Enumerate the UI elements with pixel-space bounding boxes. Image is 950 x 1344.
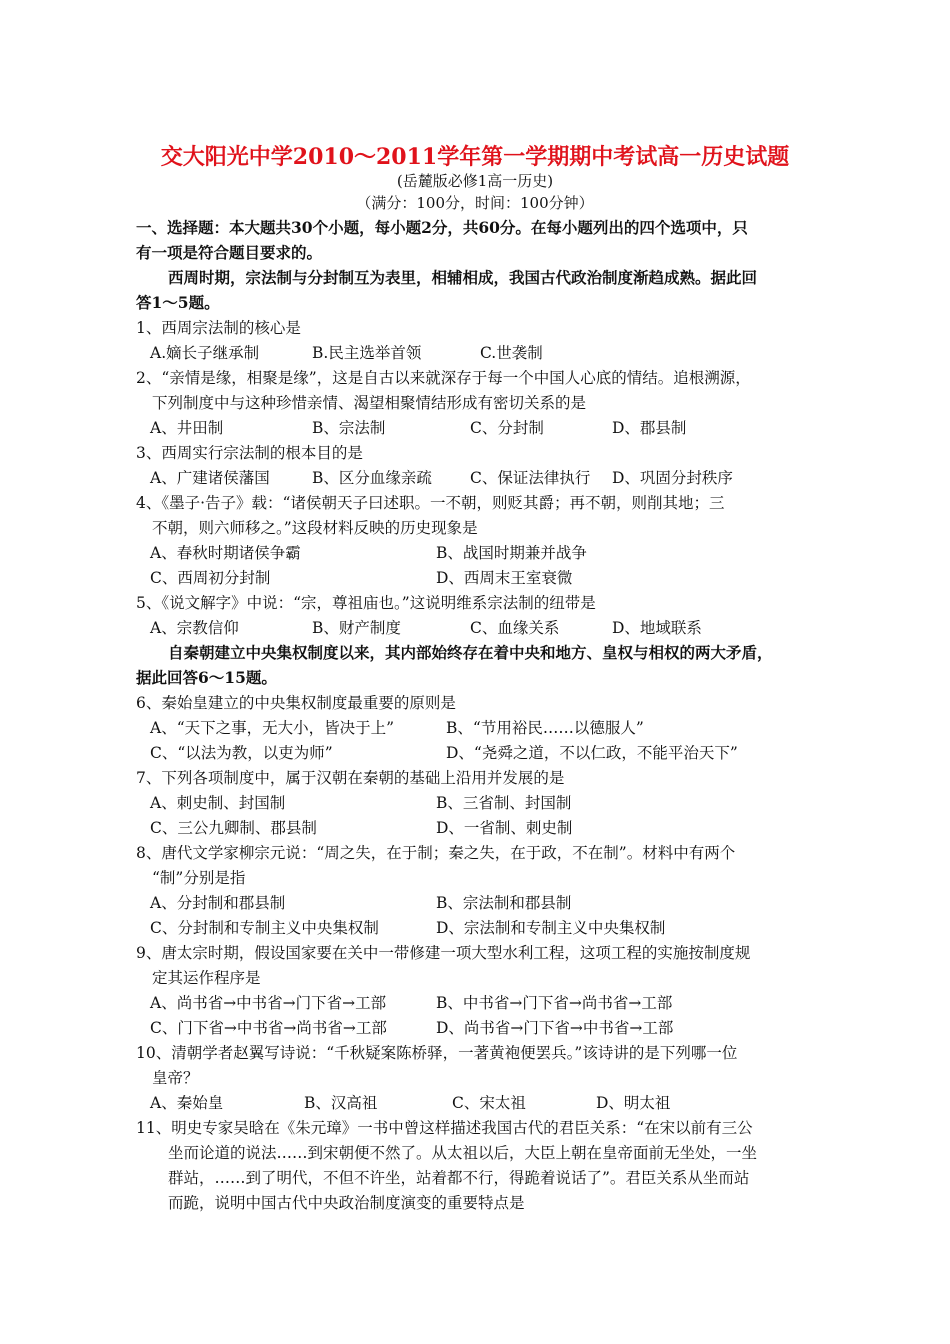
question-7-option-b: B、三省制、封国制 <box>436 794 572 812</box>
question-10-stem-line1: 10、清朝学者赵翼写诗说：“千秋疑案陈桥驿，一著黄袍便罢兵。”该诗讲的是下列哪一位 <box>136 1044 738 1062</box>
section-instructions-line1: 一、选择题：本大题共30个小题，每小题2分，共60分。在每小题列出的四个选项中，只 <box>136 218 748 237</box>
question-10-option-d: D、明太祖 <box>596 1094 671 1112</box>
material-intro-2-line1: 自秦朝建立中央集权制度以来，其内部始终存在着中央和地方、皇权与相权的两大矛盾， <box>168 643 773 662</box>
question-9-stem-line2: 定其运作程序是 <box>152 969 261 987</box>
question-6-option-d: D、“尧舜之道，不以仁政，不能平治天下” <box>446 744 738 762</box>
question-8-option-c: C、分封制和专制主义中央集权制 <box>150 919 379 937</box>
question-11-stem-line2: 坐而论道的说法……到宋朝便不然了。从太祖以后，大臣上朝在皇帝面前无坐处，一坐 <box>168 1144 758 1162</box>
question-9-option-b: B、中书省→门下省→尚书省→工部 <box>436 994 673 1012</box>
question-6-stem: 6、秦始皇建立的中央集权制度最重要的原则是 <box>136 694 456 712</box>
question-11-stem-line3: 群站，……到了明代，不但不许坐，站着都不行，得跪着说话了”。君臣关系从坐而站 <box>168 1169 750 1187</box>
question-3-option-c: C、保证法律执行 <box>470 469 591 487</box>
question-9-stem-line1: 9、唐太宗时期，假设国家要在关中一带修建一项大型水利工程，这项工程的实施按制度规 <box>136 944 751 962</box>
question-4-option-a: A、春秋时期诸侯争霸 <box>150 544 301 562</box>
question-10-stem-line2: 皇帝？ <box>152 1069 199 1087</box>
question-2-option-a: A、井田制 <box>150 419 224 437</box>
exam-subtitle: (岳麓版必修1高一历史) <box>396 172 554 190</box>
section-instructions-line2: 有一项是符合题目要求的。 <box>136 243 323 262</box>
question-1-option-b: B.民主选举首领 <box>312 344 422 362</box>
question-3-option-d: D、巩固分封秩序 <box>612 469 733 487</box>
question-2-option-d: D、郡县制 <box>612 419 687 437</box>
exam-title: 交大阳光中学2010～2011学年第一学期期中考试高一历史试题 <box>160 144 790 170</box>
question-8-option-a: A、分封制和郡县制 <box>150 894 286 912</box>
question-8-stem-line2: “制”分别是指 <box>152 869 246 887</box>
question-3-option-b: B、区分血缘亲疏 <box>312 469 432 487</box>
question-4-option-d: D、西周末王室衰微 <box>436 569 573 587</box>
question-2-stem-line2: 下列制度中与这种珍惜亲情、渴望相聚情结形成有密切关系的是 <box>152 394 587 412</box>
question-6-option-a: A、“天下之事，无大小，皆决于上” <box>150 719 395 737</box>
question-5-option-c: C、血缘关系 <box>470 619 560 637</box>
question-10-option-b: B、汉高祖 <box>304 1094 378 1112</box>
question-1-option-c: C.世袭制 <box>480 344 543 362</box>
exam-score-time: （满分：100分，时间：100分钟） <box>356 194 594 212</box>
question-2-option-b: B、宗法制 <box>312 419 386 437</box>
question-11-stem-line4: 而跪，说明中国古代中央政治制度演变的重要特点是 <box>168 1194 525 1212</box>
question-2-stem-line1: 2、“亲情是缘，相聚是缘”，这是自古以来就深存于每一个中国人心底的情结。追根溯源， <box>136 369 751 387</box>
question-11-stem-line1: 11、明史专家吴晗在《朱元璋》一书中曾这样描述我国古代的君臣关系：“在宋以前有三公 <box>136 1119 753 1137</box>
question-6-option-b: B、“节用裕民……以德服人” <box>446 719 644 737</box>
question-10-option-a: A、秦始皇 <box>150 1094 224 1112</box>
question-7-option-c: C、三公九卿制、郡县制 <box>150 819 317 837</box>
question-7-stem: 7、下列各项制度中，属于汉朝在秦朝的基础上沿用并发展的是 <box>136 769 565 787</box>
question-4-option-b: B、战国时期兼并战争 <box>436 544 587 562</box>
question-5-stem: 5、《说文解字》中说：“宗，尊祖庙也。”这说明维系宗法制的纽带是 <box>136 594 596 612</box>
question-2-option-c: C、分封制 <box>470 419 544 437</box>
question-5-option-d: D、地域联系 <box>612 619 702 637</box>
question-5-option-a: A、宗教信仰 <box>150 619 239 637</box>
question-9-option-d: D、尚书省→门下省→中书省→工部 <box>436 1019 674 1037</box>
question-3-stem: 3、西周实行宗法制的根本目的是 <box>136 444 363 462</box>
question-4-option-c: C、西周初分封制 <box>150 569 271 587</box>
question-4-stem-line2: 不朝，则六师移之。”这段材料反映的历史现象是 <box>152 519 478 537</box>
question-8-option-b: B、宗法制和郡县制 <box>436 894 572 912</box>
question-7-option-a: A、刺史制、封国制 <box>150 794 286 812</box>
question-3-option-a: A、广建诸侯藩国 <box>150 469 270 487</box>
material-intro-2-line2: 据此回答6～15题。 <box>136 668 277 687</box>
question-9-option-a: A、尚书省→中书省→门下省→工部 <box>150 994 387 1012</box>
question-9-option-c: C、门下省→中书省→尚书省→工部 <box>150 1019 387 1037</box>
question-5-option-b: B、财产制度 <box>312 619 401 637</box>
question-1-stem: 1、西周宗法制的核心是 <box>136 319 301 337</box>
question-10-option-c: C、宋太祖 <box>452 1094 526 1112</box>
question-4-stem-line1: 4、《墨子·告子》载：“诸侯朝天子曰述职。一不朝，则贬其爵；再不朝，则削其地；三 <box>136 494 725 512</box>
question-1-option-a: A.嫡长子继承制 <box>150 344 260 362</box>
material-intro-1-line1: 西周时期，宗法制与分封制互为表里，相辅相成，我国古代政治制度渐趋成熟。据此回 <box>168 268 758 287</box>
question-7-option-d: D、一省制、刺史制 <box>436 819 573 837</box>
question-8-option-d: D、宗法制和专制主义中央集权制 <box>436 919 666 937</box>
question-6-option-c: C、“以法为教，以吏为师” <box>150 744 333 762</box>
material-intro-1-line2: 答1～5题。 <box>136 293 220 312</box>
question-8-stem-line1: 8、唐代文学家柳宗元说：“周之失，在于制；秦之失，在于政，不在制”。材料中有两个 <box>136 844 736 862</box>
